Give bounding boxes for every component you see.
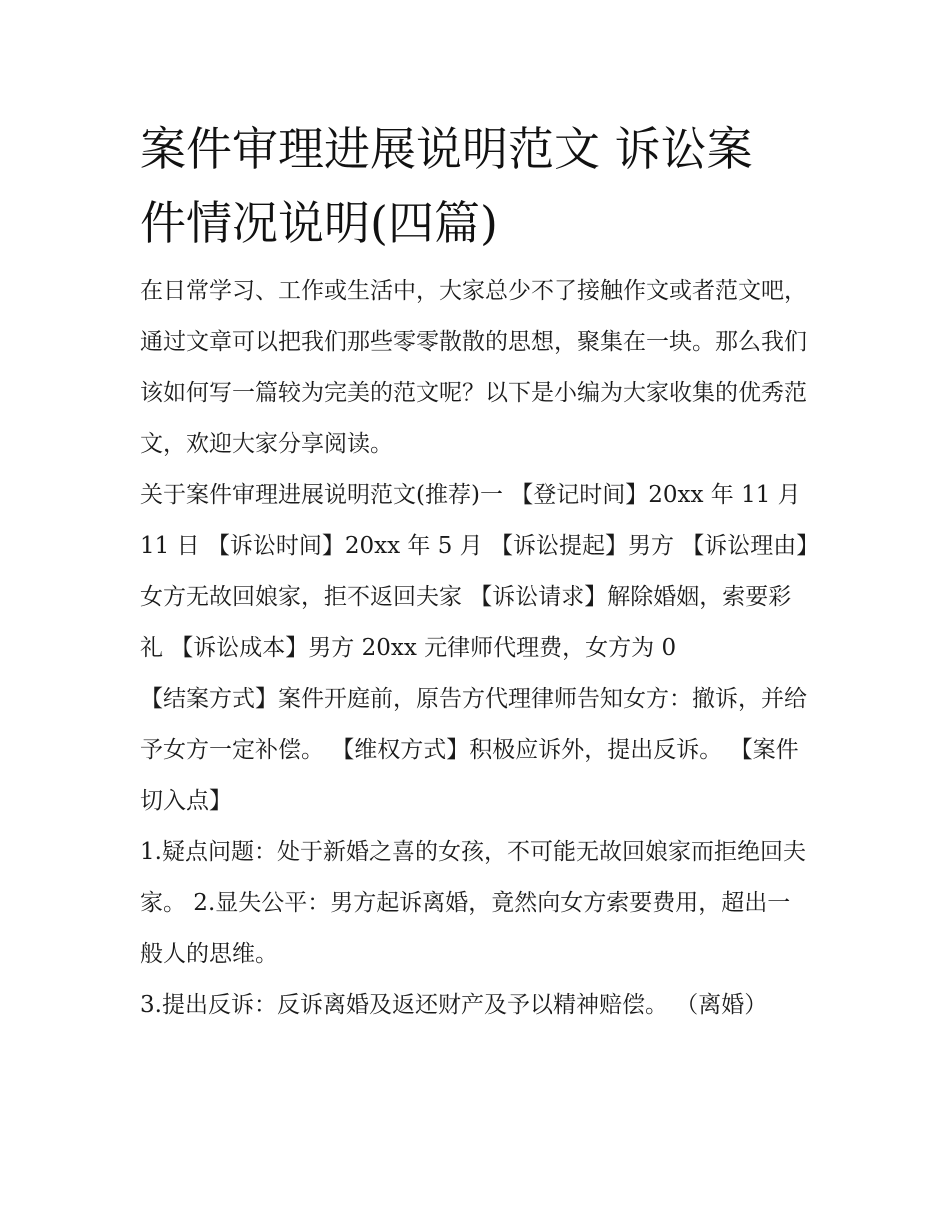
case-closure-paragraph: 【结案方式】案件开庭前，原告方代理律师告知女方：撤诉，并给予女方一定补偿。 【维权方式】积极应诉外，提出反诉。 【案件切入点】: [140, 686, 807, 814]
document-page: [140, 112, 812, 1031]
document-title: [140, 112, 812, 260]
title-line-2: 件情况说明(四篇): [140, 196, 498, 250]
intro-paragraph: 在日常学习、工作或生活中，大家总少不了接触作文或者范文吧，通过文章可以把我们那些零零散散的思想，聚集在一块。那么我们该如何写一篇较为完美的范文呢？以下是小编为大家收集的优秀范文，欢迎大家分享阅读。: [140, 278, 807, 457]
case-info-paragraph: 关于案件审理进展说明范文(推荐)一 【登记时间】20xx 年 11 月 11 日 【诉讼时间】20xx 年 5 月 【诉讼提起】男方 【诉讼理由】女方无故回娘家，拒不返回夫家 【诉讼请求】解除婚姻，索要彩礼 【诉讼成本】男方 20xx 元律师代理费，女方为 0: [140, 482, 808, 661]
case-point-paragraph-3: 3.提出反诉：反诉离婚及返还财产及予以精神赔偿。 （离婚）: [140, 992, 768, 1018]
title-line-1: 案件审理进展说明范文 诉讼案: [140, 122, 753, 176]
case-point-paragraph-1-2: 1.疑点问题：处于新婚之喜的女孩，不可能无故回娘家而拒绝回夫家。 2.显失公平：男方起诉离婚，竟然向女方索要费用，超出一般人的思维。: [140, 839, 806, 967]
